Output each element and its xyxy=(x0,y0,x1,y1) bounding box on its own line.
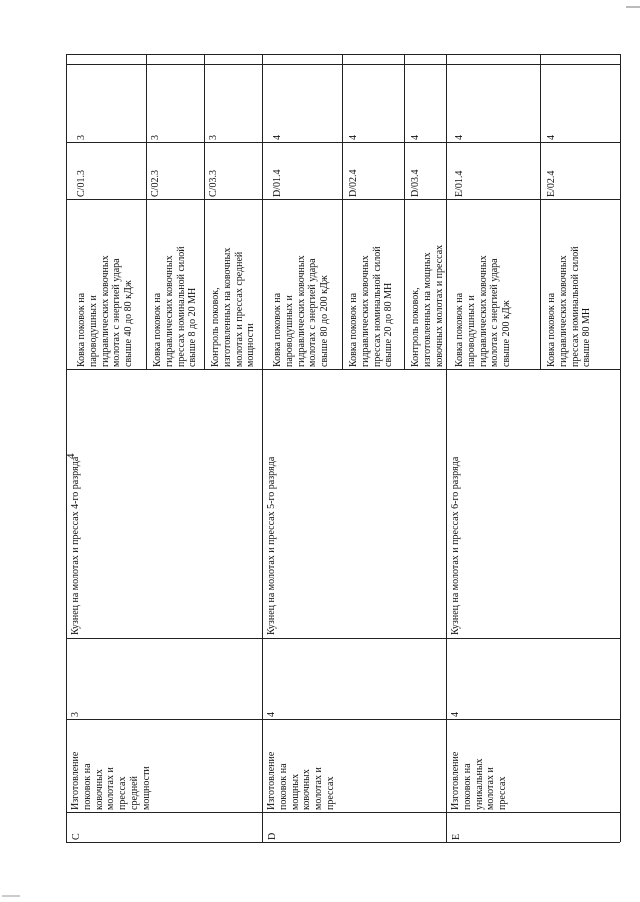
function-level-cell xyxy=(342,64,404,142)
group-level: 3 xyxy=(70,712,81,717)
function-code: D/03.4 xyxy=(410,169,421,197)
function-name: Ковка поковок на гидравлических ковочных прессах номинальной силой свыше 20 до 80 МН xyxy=(348,246,395,367)
group-name-cell xyxy=(446,719,620,812)
table-border xyxy=(620,54,621,842)
group-level-cell xyxy=(66,638,262,719)
function-level-cell xyxy=(262,64,342,142)
function-name: Ковка поковок на пароводушных и гидравлических ковочных молотах с энергией удара свыше 200 кДж xyxy=(454,255,513,367)
group-name-cell xyxy=(66,719,262,812)
group-code-cell xyxy=(66,812,262,842)
job-title: Кузнец на молотах и прессах 4-го разряда xyxy=(70,456,81,635)
function-name: Ковка поковок на пароводушных и гидравлических ковочных молотах с энергией удара свыше 80 до 200 кДж xyxy=(272,255,331,367)
function-code: E/02.4 xyxy=(546,170,557,197)
function-code: D/01.4 xyxy=(272,169,283,197)
function-code-cell xyxy=(446,142,540,199)
function-name-cell xyxy=(66,199,146,369)
group-code: D xyxy=(267,832,278,840)
carry-over-cell xyxy=(66,54,78,64)
group-code-cell xyxy=(262,812,446,842)
function-name: Контроль поковок, изготовленных на мощных ковочных молотах и прессах xyxy=(410,244,445,367)
scan-artifact xyxy=(2,895,20,897)
group-level: 4 xyxy=(266,712,277,717)
function-name-cell xyxy=(204,199,262,369)
function-name-cell xyxy=(342,199,404,369)
function-code: C/02.3 xyxy=(150,170,161,197)
job-title-cell xyxy=(262,369,446,638)
function-level-cell xyxy=(66,64,146,142)
function-level: 4 xyxy=(348,135,359,140)
function-level-cell xyxy=(146,64,204,142)
function-code-cell xyxy=(540,142,620,199)
function-level: 4 xyxy=(272,135,283,140)
function-name-cell xyxy=(404,199,446,369)
function-code-cell xyxy=(66,142,146,199)
job-title-cell xyxy=(66,369,262,638)
function-level-cell xyxy=(446,64,540,142)
function-code: D/02.4 xyxy=(348,169,359,197)
function-code: C/03.3 xyxy=(208,170,219,197)
table-border xyxy=(66,842,620,843)
function-code-cell xyxy=(342,142,404,199)
group-name: Изготовление поковок на мощных ковочных молотах и прессах xyxy=(266,751,336,810)
function-level: 4 xyxy=(546,135,557,140)
function-level: 3 xyxy=(76,135,87,140)
function-level: 3 xyxy=(208,135,219,140)
function-name: Контроль поковок, изготовленных на ковочных молотах и прессах средней мощности xyxy=(210,247,257,367)
job-title-cell xyxy=(446,369,620,638)
function-level: 4 xyxy=(454,135,465,140)
table-border xyxy=(66,54,620,55)
function-code-cell xyxy=(204,142,262,199)
group-name-cell xyxy=(262,719,446,812)
group-code: C xyxy=(71,833,82,840)
function-name: Ковка поковок на гидравлических ковочных прессах номинальной силой свыше 8 до 20 МН xyxy=(152,246,199,367)
function-name: Ковка поковок на пароводушных и гидравлических ковочных молотах с энергией удара свыше 40 до 80 кДж xyxy=(76,255,135,367)
function-code-cell xyxy=(146,142,204,199)
function-code-cell xyxy=(404,142,446,199)
job-title: Кузнец на молотах и прессах 6-го разряда xyxy=(450,456,461,635)
group-level: 4 xyxy=(450,712,461,717)
function-name-cell xyxy=(262,199,342,369)
group-code-cell xyxy=(446,812,620,842)
group-code: E xyxy=(451,833,462,840)
function-level: 4 xyxy=(410,135,421,140)
function-name-cell xyxy=(146,199,204,369)
group-level-cell xyxy=(262,638,446,719)
function-level-cell xyxy=(204,64,262,142)
page-number: 4 xyxy=(65,453,77,459)
function-level-cell xyxy=(404,64,446,142)
function-code: E/01.4 xyxy=(454,170,465,197)
function-name: Ковка поковок на гидравлических ковочных прессах номинальной силой свыше 80 МН xyxy=(546,246,593,367)
function-code-cell xyxy=(262,142,342,199)
function-name-cell xyxy=(540,199,620,369)
job-title: Кузнец на молотах и прессах 5-го разряда xyxy=(266,456,277,635)
function-name-cell xyxy=(446,199,540,369)
group-name: Изготовление поковок на уникальных молотах и прессах xyxy=(450,751,509,810)
scan-artifact xyxy=(626,6,640,8)
function-level: 3 xyxy=(150,135,161,140)
group-name: Изготовление поковок на ковочных молотах и прессах средней мощности xyxy=(70,751,152,810)
function-code: C/01.3 xyxy=(76,170,87,197)
group-level-cell xyxy=(446,638,620,719)
function-level-cell xyxy=(540,64,620,142)
